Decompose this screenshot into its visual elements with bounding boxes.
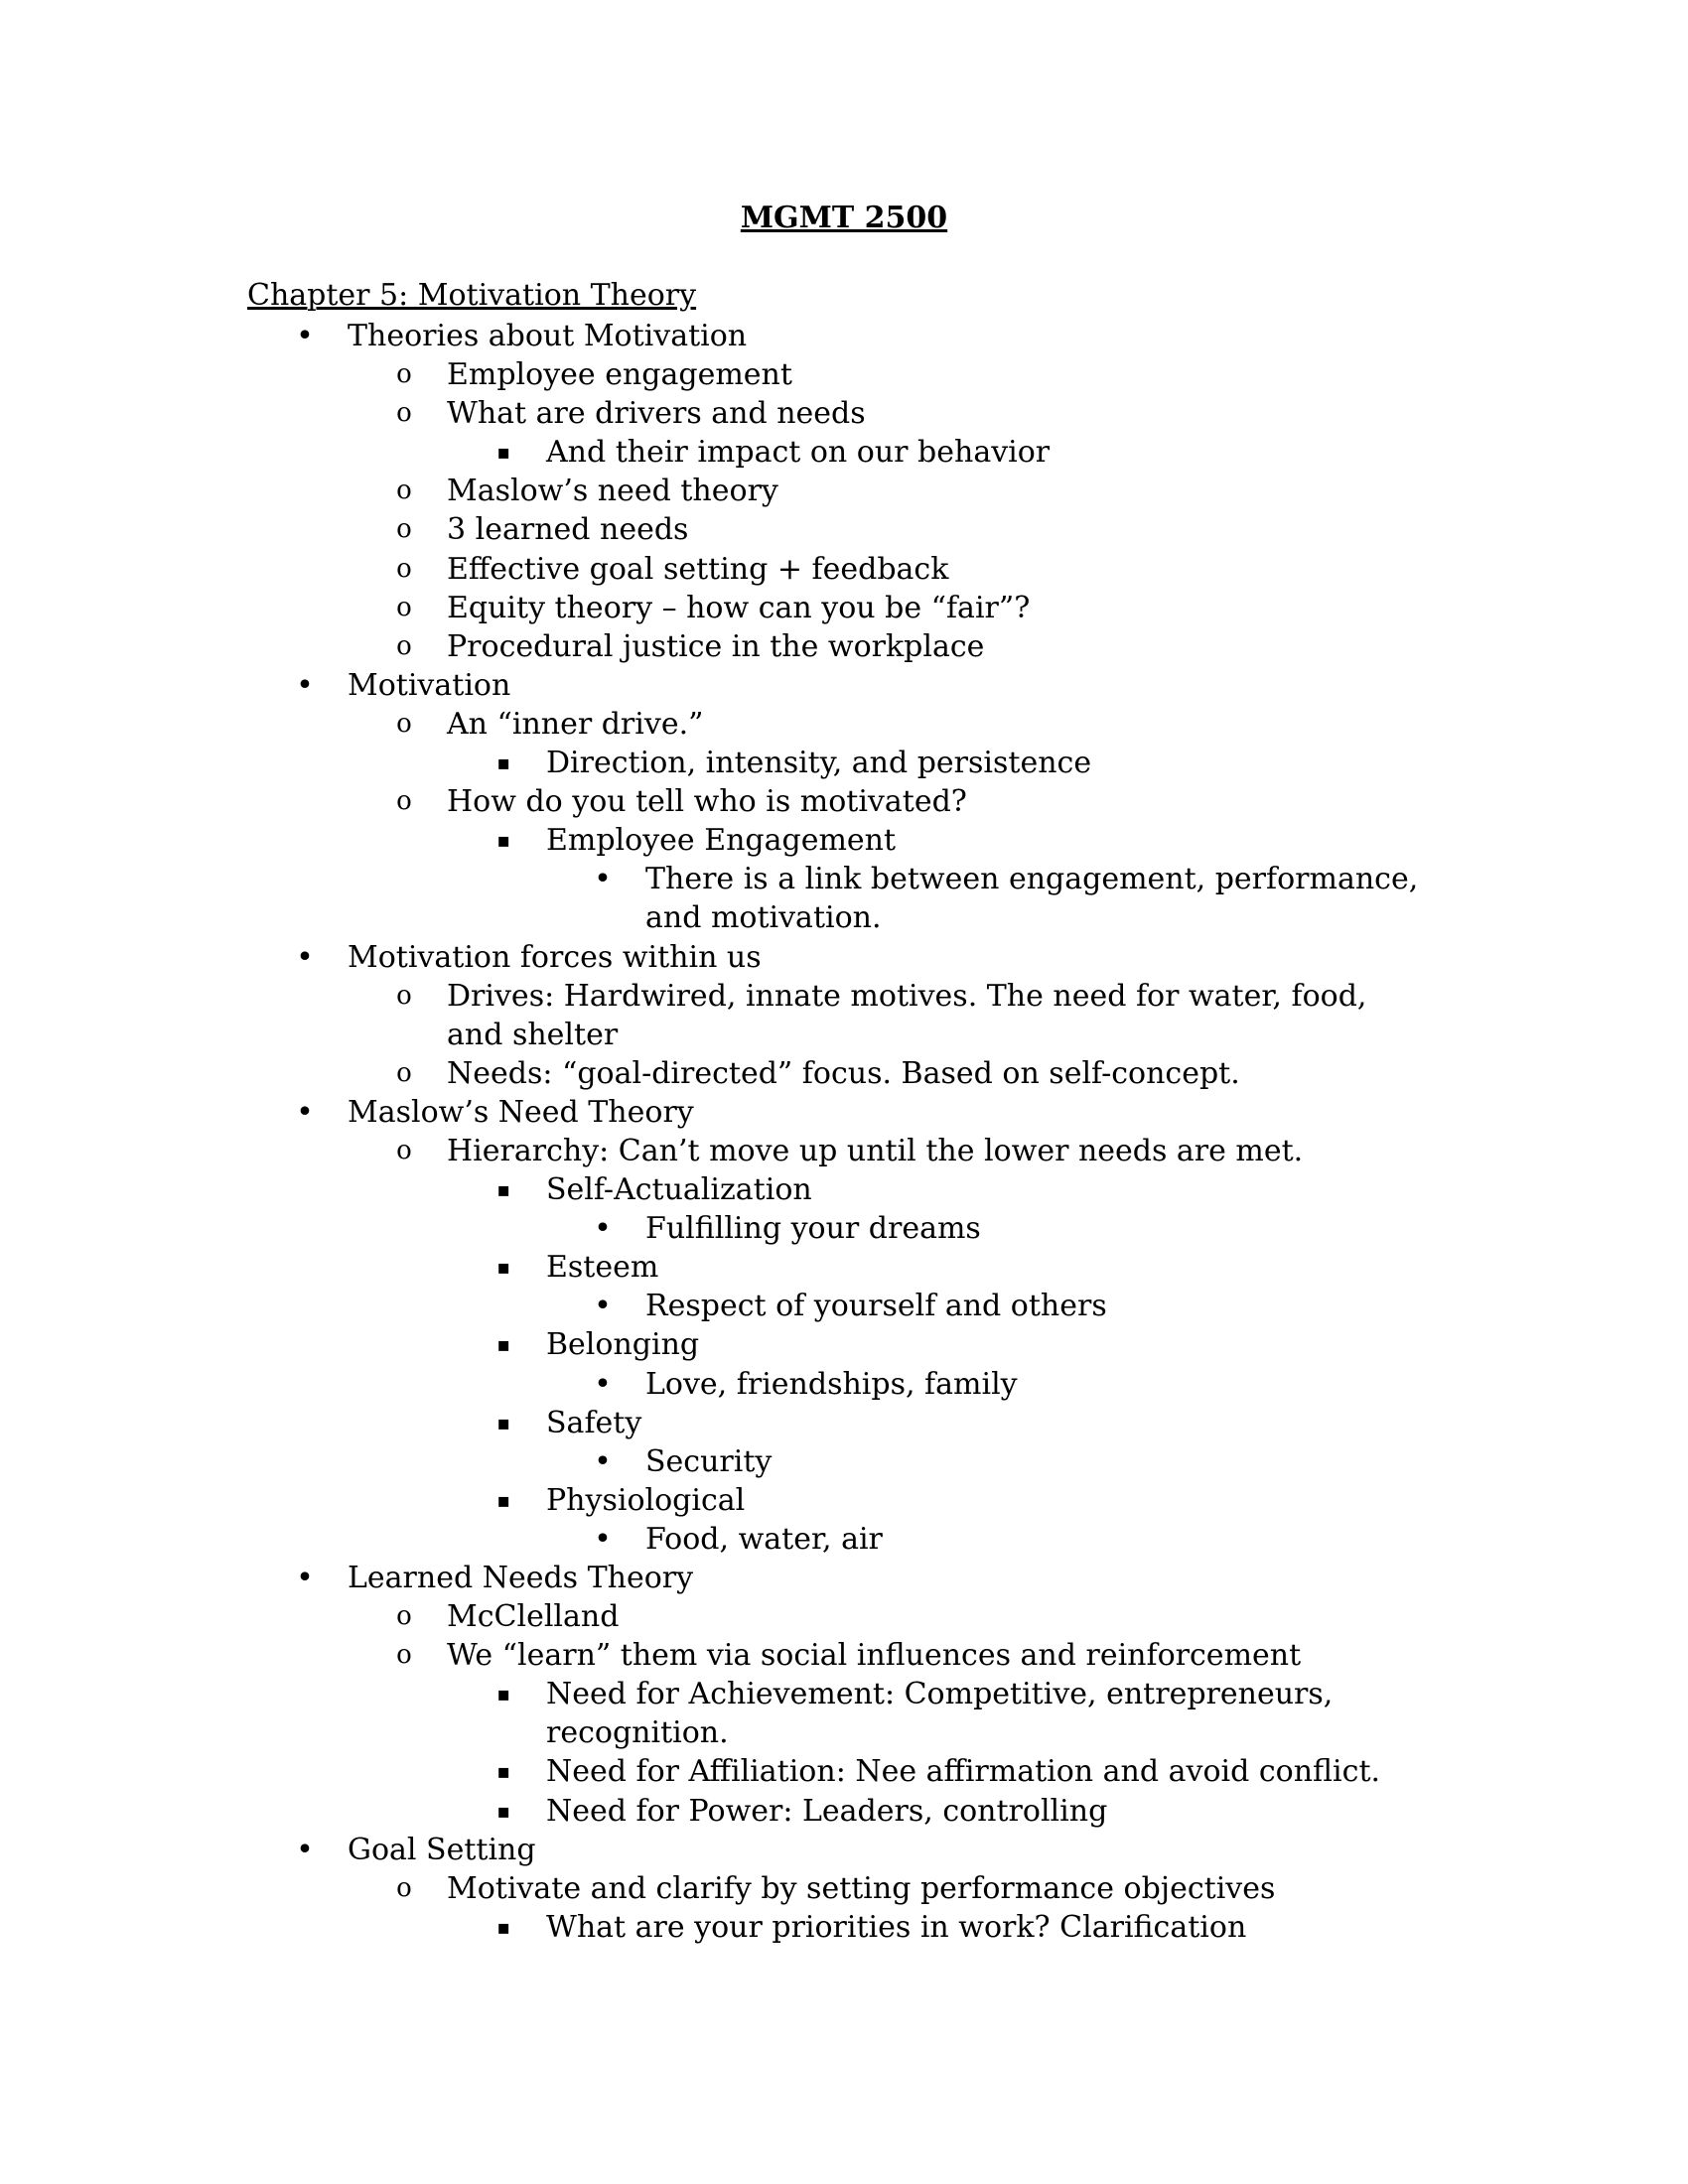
outline-item-text: Need for Affiliation: Nee affirmation and avoid conflict. — [546, 1754, 1381, 1790]
outline-item-text: Direction, intensity, and persistence — [546, 746, 1092, 781]
outline-item-level-1 — [0, 666, 1688, 705]
bullet-level-2-icon: o — [396, 553, 412, 584]
bullet-level-1-icon: • — [296, 939, 314, 975]
bullet-level-3-icon: ▪ — [496, 1759, 510, 1784]
outline-item-level-1 — [0, 938, 1688, 977]
bullet-level-2-icon: o — [396, 786, 412, 817]
outline-item-text: Self-Actualization — [546, 1172, 812, 1208]
bullet-level-2-icon: o — [396, 1135, 412, 1165]
outline-item-text: Food, water, air — [645, 1521, 883, 1557]
outline-item-text: Need for Achievement: Competitive, entrepreneurs, recognition. — [546, 1677, 1334, 1751]
bullet-level-4-icon: • — [594, 1366, 612, 1402]
bullet-level-3-icon: ▪ — [496, 1682, 510, 1706]
outline-item-text: Hierarchy: Can’t move up until the lower needs are met. — [447, 1133, 1304, 1168]
outline-item-level-2 — [0, 550, 1688, 589]
outline-item-text: And their impact on our behavior — [546, 435, 1051, 471]
bullet-level-1-icon: • — [296, 319, 314, 353]
outline-item-level-2 — [0, 1132, 1688, 1170]
bullet-level-3-icon: ▪ — [496, 440, 510, 465]
chapter-heading: Chapter 5: Motivation Theory — [247, 278, 697, 313]
outline-item-text: Employee engagement — [447, 357, 792, 393]
outline-item-level-3 — [0, 1792, 1688, 1831]
outline-item-level-2 — [0, 705, 1688, 744]
bullet-level-4-icon: • — [594, 1289, 612, 1324]
outline-item-level-3 — [0, 433, 1688, 472]
outline-item-text: Belonging — [546, 1327, 700, 1363]
bullet-level-1-icon: • — [296, 1094, 314, 1130]
outline-item-text: McClelland — [447, 1599, 620, 1635]
outline-item-level-4 — [0, 1365, 1688, 1404]
outline-item-level-1 — [0, 1093, 1688, 1132]
outline-item-text: Equity theory – how can you be “fair”? — [447, 590, 1031, 625]
document-title: MGMT 2500 — [740, 201, 948, 235]
bullet-level-2-icon: o — [396, 476, 412, 506]
bullet-level-3-icon: ▪ — [496, 1410, 510, 1434]
bullet-level-3-icon: ▪ — [496, 1332, 510, 1357]
outline-item-text: Goal Setting — [348, 1832, 536, 1867]
outline-item-text: Learned Needs Theory — [348, 1561, 694, 1595]
outline-item-text: Maslow’s Need Theory — [348, 1094, 694, 1130]
outline-item-text: Esteem — [546, 1250, 659, 1286]
outline-item-level-4 — [0, 1442, 1688, 1481]
outline-item-level-4 — [0, 1287, 1688, 1325]
outline-item-level-2 — [0, 589, 1688, 627]
outline-list — [0, 317, 1688, 1947]
outline-item-level-3 — [0, 1248, 1688, 1287]
outline-item-level-2 — [0, 977, 1688, 1054]
outline-item-text: Motivation — [348, 667, 511, 703]
outline-item-level-2 — [0, 1869, 1688, 1908]
outline-item-text: What are your priorities in work? Clarification — [546, 1909, 1247, 1945]
outline-item-level-3 — [0, 1908, 1688, 1947]
outline-item-level-3 — [0, 1481, 1688, 1520]
outline-item-text: An “inner drive.” — [447, 706, 704, 742]
bullet-level-2-icon: o — [396, 592, 412, 622]
outline-item-level-3 — [0, 744, 1688, 782]
outline-item-text: 3 learned needs — [447, 512, 689, 548]
outline-item-text: Physiological — [546, 1482, 746, 1518]
outline-item-text: We “learn” them via social influences and reinforcement — [447, 1638, 1302, 1674]
outline-item-text: Maslow’s need theory — [447, 474, 778, 509]
bullet-level-1-icon: • — [296, 1832, 314, 1867]
outline-item-level-2 — [0, 1597, 1688, 1636]
bullet-level-3-icon: ▪ — [496, 751, 510, 775]
bullet-level-3-icon: ▪ — [496, 1255, 510, 1280]
outline-item-text: What are drivers and needs — [447, 396, 866, 432]
bullet-level-3-icon: ▪ — [496, 828, 510, 853]
outline-item-level-2 — [0, 1054, 1688, 1093]
outline-item-text: Effective goal setting + feedback — [447, 551, 949, 587]
bullet-level-4-icon: • — [594, 862, 612, 897]
outline-item-level-2 — [0, 782, 1688, 821]
outline-item-text: Theories about Motivation — [348, 319, 748, 353]
bullet-level-3-icon: ▪ — [496, 1914, 510, 1939]
bullet-level-2-icon: o — [396, 1640, 412, 1671]
outline-item-text: Needs: “goal-directed” focus. Based on self-concept. — [447, 1055, 1240, 1091]
outline-item-level-3 — [0, 821, 1688, 860]
outline-item-text: Need for Power: Leaders, controlling — [546, 1793, 1108, 1829]
outline-item-level-1 — [0, 317, 1688, 355]
outline-item-text: Motivation forces within us — [348, 939, 762, 975]
outline-item-level-4 — [0, 1520, 1688, 1559]
outline-item-text: Procedural justice in the workplace — [447, 628, 985, 664]
outline-item-text: Safety — [546, 1405, 642, 1440]
bullet-level-2-icon: o — [396, 708, 412, 739]
bullet-level-2-icon: o — [396, 359, 412, 390]
outline-item-text: How do you tell who is motivated? — [447, 784, 967, 820]
outline-item-text: Employee Engagement — [546, 823, 897, 859]
bullet-level-2-icon: o — [396, 1601, 412, 1632]
outline-item-text: Love, friendships, family — [645, 1366, 1018, 1402]
outline-item-text: Security — [645, 1443, 773, 1479]
outline-item-level-1 — [0, 1559, 1688, 1597]
bullet-level-2-icon: o — [396, 398, 412, 429]
bullet-level-1-icon: • — [296, 667, 314, 703]
bullet-level-4-icon: • — [594, 1443, 612, 1479]
bullet-level-2-icon: o — [396, 1872, 412, 1903]
outline-item-text: There is a link between engagement, performance, and motivation. — [645, 862, 1419, 936]
bullet-level-2-icon: o — [396, 630, 412, 661]
outline-item-level-1 — [0, 1831, 1688, 1869]
bullet-level-3-icon: ▪ — [496, 1487, 510, 1512]
outline-item-text: Motivate and clarify by setting performance objectives — [447, 1870, 1276, 1906]
bullet-level-1-icon: • — [296, 1561, 314, 1595]
outline-item-level-3 — [0, 1170, 1688, 1209]
outline-item-level-2 — [0, 627, 1688, 666]
bullet-level-3-icon: ▪ — [496, 1177, 510, 1202]
outline-item-level-2 — [0, 355, 1688, 394]
outline-item-level-2 — [0, 1636, 1688, 1675]
outline-item-level-4 — [0, 1209, 1688, 1248]
outline-item-level-3 — [0, 1675, 1688, 1752]
bullet-level-3-icon: ▪ — [496, 1798, 510, 1823]
outline-item-text: Respect of yourself and others — [645, 1289, 1107, 1324]
outline-item-text: Drives: Hardwired, innate motives. The need for water, food, and shelter — [447, 978, 1367, 1052]
outline-item-level-3 — [0, 1752, 1688, 1791]
bullet-level-2-icon: o — [396, 1057, 412, 1088]
bullet-level-4-icon: • — [594, 1211, 612, 1247]
bullet-level-2-icon: o — [396, 980, 412, 1011]
bullet-level-2-icon: o — [396, 514, 412, 545]
outline-item-level-2 — [0, 510, 1688, 549]
outline-item-level-3 — [0, 1404, 1688, 1442]
outline-item-level-3 — [0, 1325, 1688, 1364]
bullet-level-4-icon: • — [594, 1521, 612, 1557]
outline-item-level-2 — [0, 394, 1688, 433]
outline-item-level-4 — [0, 860, 1688, 937]
outline-item-level-2 — [0, 472, 1688, 510]
outline-item-text: Fulfilling your dreams — [645, 1211, 981, 1247]
